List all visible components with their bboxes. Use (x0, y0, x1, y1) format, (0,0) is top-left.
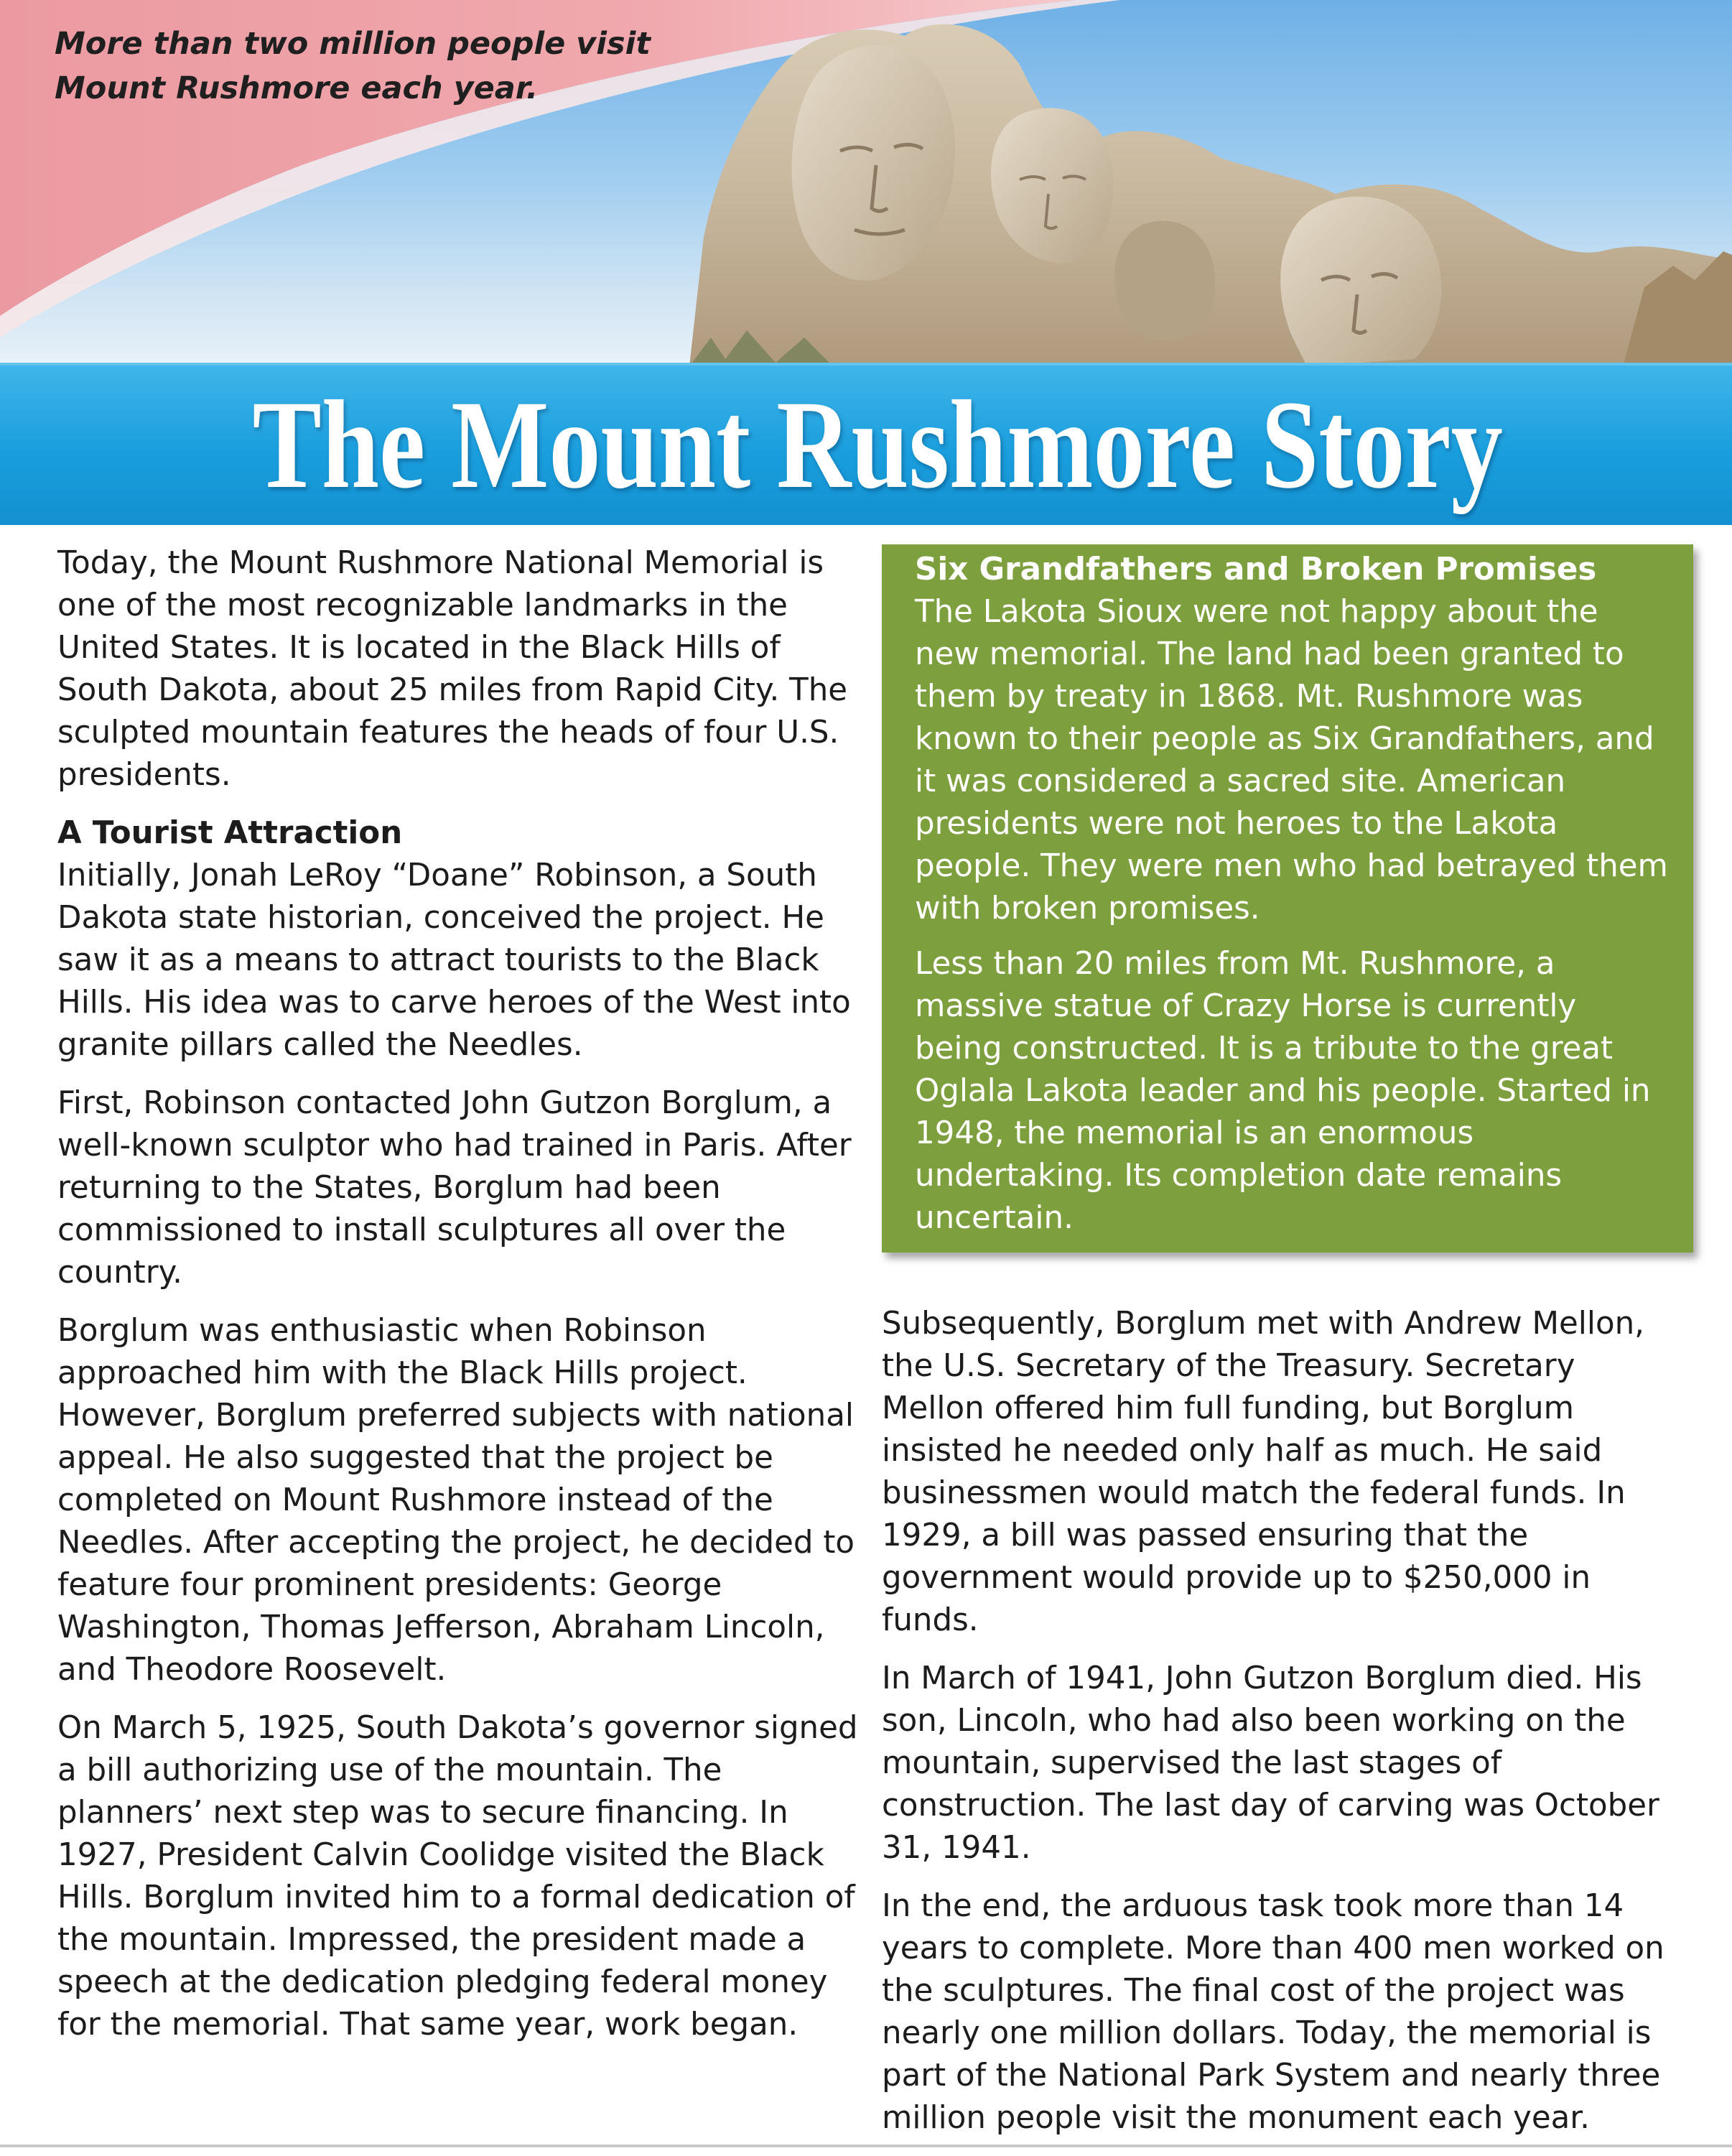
body-paragraph: Subsequently, Borglum met with Andrew Mellon, the U.S. Secretary of the Treasury. Secretary Mellon offered him full funding, but Borglum insisted he needed only half as much. He said businessmen would match the federal funds. In 1929, a bill was passed ensuring that the government would provide up to $250,000 in funds. (882, 1306, 1644, 1638)
header-photo-band (0, 0, 1732, 366)
page-bottom-edge (0, 2145, 1732, 2147)
body-paragraph: Initially, Jonah LeRoy “Doane” Robinson, a South Dakota state historian, conceived the project. He saw it as a means to attract tourists to the Black Hills. His idea was to carve heroes of the West into granite pillars called the Needles. (57, 858, 851, 1063)
right-column (882, 544, 1679, 2155)
body-paragraph: First, Robinson contacted John Gutzon Borglum, a well-known sculptor who had trained in Paris. After returning to the States, Borglum had been commissioned to install sculptures all over the country. (57, 1085, 852, 1291)
sidebar-paragraph: The Lakota Sioux were not happy about the new memorial. The land had been granted to them by treaty in 1868. Mt. Rushmore was known to their people as Six Grandfathers, and it was considered a sacred site. American presidents were not heroes to the Lakota people. They were men who had betrayed them with broken promises. (915, 594, 1668, 926)
left-column (57, 542, 862, 2062)
roosevelt-head (1114, 221, 1215, 340)
body-paragraph: In March of 1941, John Gutzon Borglum died. His son, Lincoln, who had also been working on the mountain, supervised the last stages of construction. The last day of carving was October 31, 1941. (882, 1660, 1659, 1866)
title-bar (0, 363, 1732, 525)
intro-paragraph: Today, the Mount Rushmore National Memorial is one of the most recognizable landmarks in the United States. It is located in the Black Hills of South Dakota, about 25 miles from Rapid City. The sculpted mountain features the heads of four U.S. presidents. (57, 545, 848, 793)
page-title: The Mount Rushmore Story (252, 375, 1504, 515)
lincoln-head (1280, 197, 1441, 366)
sidebar-heading: Six Grandfathers and Broken Promises (915, 552, 1597, 587)
sidebar-paragraph: Less than 20 miles from Mt. Rushmore, a massive statue of Crazy Horse is currently being constructed. It is a tribute to the great Oglala Lakota leader and his people. Started in 1948, the memorial is an enormous undertaking. Its completion date remains uncertain. (915, 946, 1651, 1236)
sidebar-box (882, 544, 1693, 1253)
body-paragraph: On March 5, 1925, South Dakota’s governor signed a bill authorizing use of the mountain. The planners’ next step was to secure financing. In 1927, President Calvin Coolidge visited the Black Hills. Borglum invited him to a formal dedication of the mountain. Impressed, the president made a speech at the dedication pledging federal money for the memorial. That same year, work began. (57, 1710, 858, 2043)
body-paragraph: In the end, the arduous task took more than 14 years to complete. More than 400 men worked on the sculptures. The final cost of the project was nearly one million dollars. Today, the memorial is part of the National Park System and nearly three million people visit the monument each year. (882, 1888, 1665, 2136)
section-heading: A Tourist Attraction (57, 815, 403, 851)
photo-caption: More than two million people visit Mount Rushmore each year. (55, 26, 651, 106)
body-paragraph: Borglum was enthusiastic when Robinson approached him with the Black Hills project. However, Borglum preferred subjects with national appeal. He also suggested that the project be completed on Mount Rushmore instead of the Needles. After accepting the project, he decided to feature four prominent presidents: George Washington, Thomas Jefferson, Abraham Lincoln, and Theodore Roosevelt. (57, 1313, 855, 1688)
